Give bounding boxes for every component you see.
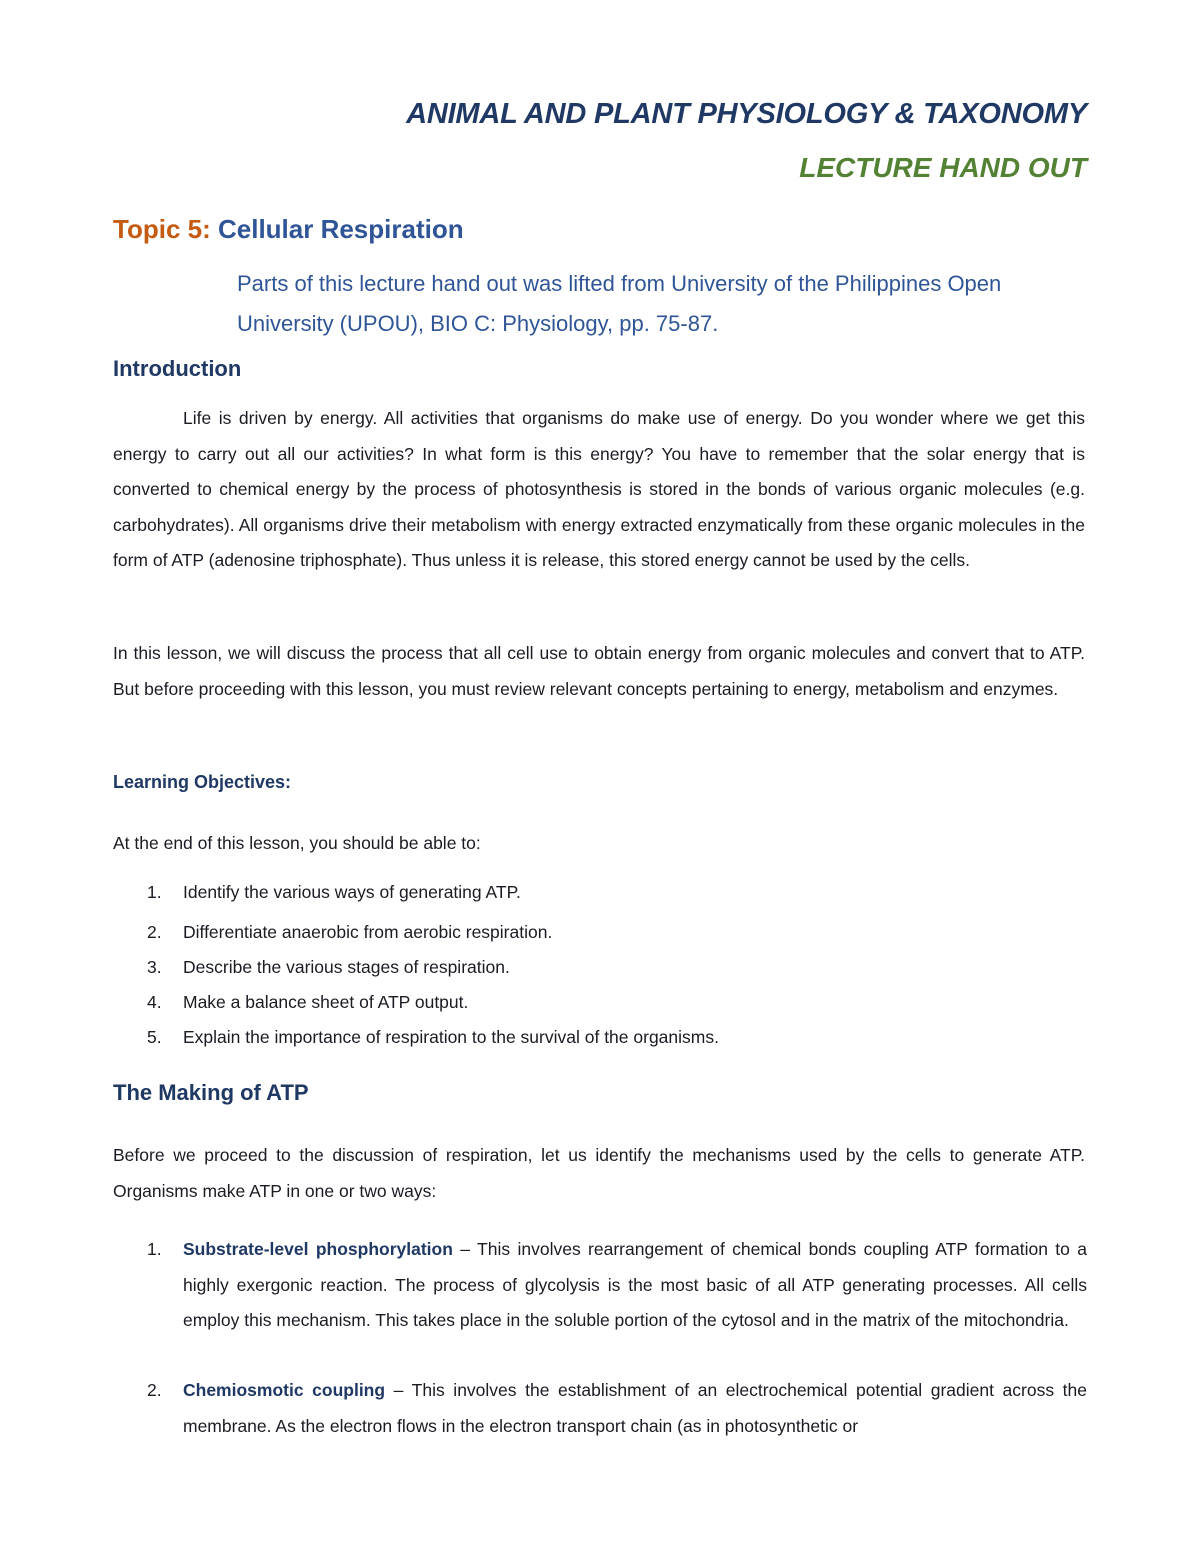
objective-number: 1.	[147, 882, 162, 902]
mechanism-number: 2.	[147, 1380, 162, 1400]
objectives-heading: Learning Objectives:	[113, 772, 292, 792]
objective-text: Explain the importance of respiration to the survival of the organisms.	[183, 1027, 719, 1047]
mechanism-body	[183, 1232, 1087, 1339]
mechanism-term: Substrate-level phosphorylation	[183, 1239, 453, 1259]
topic-heading	[113, 214, 464, 245]
objective-number: 5.	[147, 1027, 162, 1047]
objective-item	[147, 882, 521, 903]
objective-item	[147, 992, 468, 1013]
making-atp-heading: The Making of ATP	[113, 1080, 309, 1105]
mechanism-body	[183, 1373, 1087, 1444]
objective-number: 3.	[147, 957, 162, 977]
topic-label: Topic 5:	[113, 214, 211, 244]
objective-text: Describe the various stages of respiration.	[183, 957, 510, 977]
mechanism-term: Chemiosmotic coupling	[183, 1380, 386, 1400]
objectives-lead: At the end of this lesson, you should be able to:	[113, 833, 481, 853]
objective-number: 4.	[147, 992, 162, 1012]
objective-number: 2.	[147, 922, 162, 942]
introduction-heading: Introduction	[113, 356, 242, 381]
course-title: ANIMAL AND PLANT PHYSIOLOGY & TAXONOMY	[406, 98, 1087, 130]
objective-item	[147, 1027, 719, 1048]
introduction-paragraph-2: In this lesson, we will discuss the process that all cell use to obtain energy from organic molecules and convert that to ATP. But before proceeding with this lesson, you must review relevant concepts pertaining to energy, metabolism and enzymes.	[113, 643, 1085, 699]
mechanism-number: 1.	[147, 1239, 162, 1259]
source-note: Parts of this lecture hand out was lifted from University of the Philippines Open University (UPOU), BIO C: Physiology, pp. 75-87.	[237, 271, 1002, 336]
objective-text: Identify the various ways of generating ATP.	[183, 882, 521, 902]
objective-item	[147, 957, 510, 978]
objective-text: Make a balance sheet of ATP output.	[183, 992, 469, 1012]
mechanism-item	[147, 1373, 1087, 1444]
mechanism-text: – This involves the establishment of an electrochemical potential gradient across the membrane. As the electron flows in the electron transport chain (as in photosynthetic or	[183, 1380, 1087, 1436]
mechanism-text: – This involves rearrangement of chemical bonds coupling ATP formation to a highly exergonic reaction. The process of glycolysis is the most basic of all ATP generating processes. All cells employ this mechanism. This takes place in the soluble portion of the cytosol and in the matrix of the mitochondria.	[183, 1239, 1087, 1330]
objective-item	[147, 922, 552, 943]
introduction-paragraph-1: Life is driven by energy. All activities that organisms do make use of energy. Do you wonder where we get this energy to carry out all our activities? In what form is this energy? You have to remember that the solar energy that is converted to chemical energy by the process of photosynthesis is stored in the bonds of various organic molecules (e.g. carbohydrates). All organisms drive their metabolism with energy extracted enzymatically from these organic molecules in the form of ATP (adenosine triphosphate). Thus unless it is release, this stored energy cannot be used by the cells.	[113, 408, 1085, 570]
mechanism-item	[147, 1232, 1087, 1339]
objective-text: Differentiate anaerobic from aerobic respiration.	[183, 922, 553, 942]
topic-name: Cellular Respiration	[217, 214, 464, 244]
making-atp-intro: Before we proceed to the discussion of respiration, let us identify the mechanisms used by the cells to generate ATP. Organisms make ATP in one or two ways:	[113, 1145, 1085, 1201]
document-type: LECTURE HAND OUT	[799, 152, 1087, 183]
